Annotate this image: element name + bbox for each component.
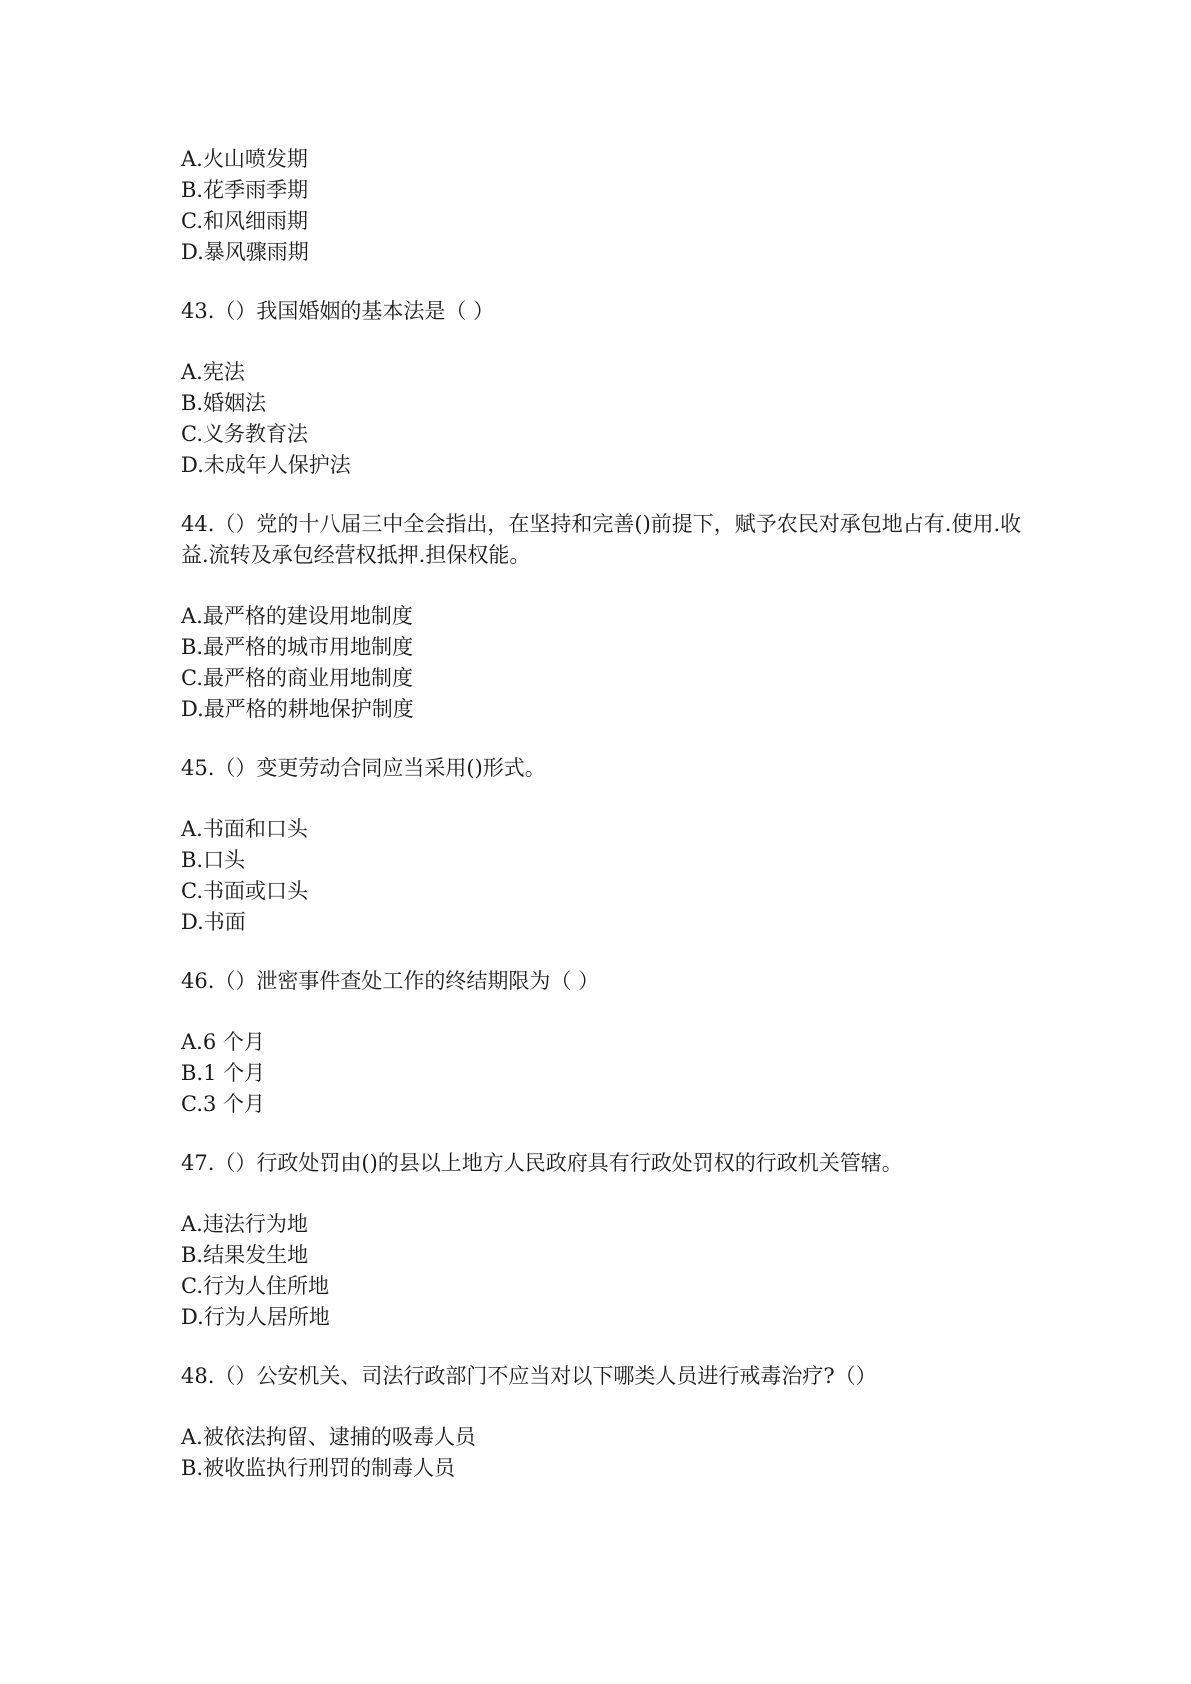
option-b: B.最严格的城市用地制度 (181, 635, 414, 659)
option-c: C.书面或口头 (181, 879, 308, 903)
option-a: A.违法行为地 (181, 1212, 308, 1236)
question-text: 47.（）行政处罚由()的县以上地方人民政府具有行政处罚权的行政机关管辖。 (181, 1151, 903, 1175)
option-b: B.口头 (181, 848, 246, 872)
question-43 (181, 296, 1031, 327)
option-list (181, 357, 1031, 481)
option-c: C.3 个月 (181, 1092, 266, 1116)
option-a: A.6 个月 (181, 1030, 265, 1054)
option-list (181, 1027, 1031, 1120)
option-list (181, 144, 1031, 268)
option-d: D.暴风骤雨期 (181, 240, 309, 264)
question-text: 43.（）我国婚姻的基本法是（ ） (181, 299, 495, 323)
option-list (181, 1422, 1031, 1484)
question-text: 48.（）公安机关、司法行政部门不应当对以下哪类人员进行戒毒治疗?（） (181, 1364, 877, 1388)
question-46 (181, 966, 1031, 997)
option-d: D.行为人居所地 (181, 1305, 330, 1329)
option-list (181, 601, 1031, 725)
question-47 (181, 1148, 1031, 1179)
option-b: B.花季雨季期 (181, 178, 309, 202)
option-a: A.最严格的建设用地制度 (181, 604, 413, 628)
option-a: A.书面和口头 (181, 817, 308, 841)
option-b: B.1 个月 (181, 1061, 266, 1085)
question-text: 46.（）泄密事件查处工作的终结期限为（ ） (181, 969, 600, 993)
question-45 (181, 753, 1031, 784)
question-text: 44.（）党的十八届三中全会指出，在坚持和完善()前提下，赋予农民对承包地占有.使用.收益.流转及承包经营权抵押.担保权能。 (181, 512, 1022, 567)
option-list (181, 1209, 1031, 1333)
option-b: B.结果发生地 (181, 1243, 309, 1267)
option-a: A.宪法 (181, 360, 245, 384)
question-list (181, 144, 1031, 1484)
option-d: D.未成年人保护法 (181, 453, 351, 477)
question-48 (181, 1361, 1031, 1392)
option-b: B.婚姻法 (181, 391, 267, 415)
option-d: D.书面 (181, 910, 246, 934)
option-d: D.最严格的耕地保护制度 (181, 697, 414, 721)
option-list (181, 814, 1031, 938)
option-c: C.和风细雨期 (181, 209, 308, 233)
option-a: A.火山喷发期 (181, 147, 308, 171)
option-b: B.被收监执行刑罚的制毒人员 (181, 1456, 456, 1480)
option-c: C.最严格的商业用地制度 (181, 666, 413, 690)
question-text: 45.（）变更劳动合同应当采用()形式。 (181, 756, 546, 780)
option-c: C.义务教育法 (181, 422, 308, 446)
question-44 (181, 509, 1031, 571)
option-c: C.行为人住所地 (181, 1274, 329, 1298)
option-a: A.被依法拘留、逮捕的吸毒人员 (181, 1425, 476, 1449)
